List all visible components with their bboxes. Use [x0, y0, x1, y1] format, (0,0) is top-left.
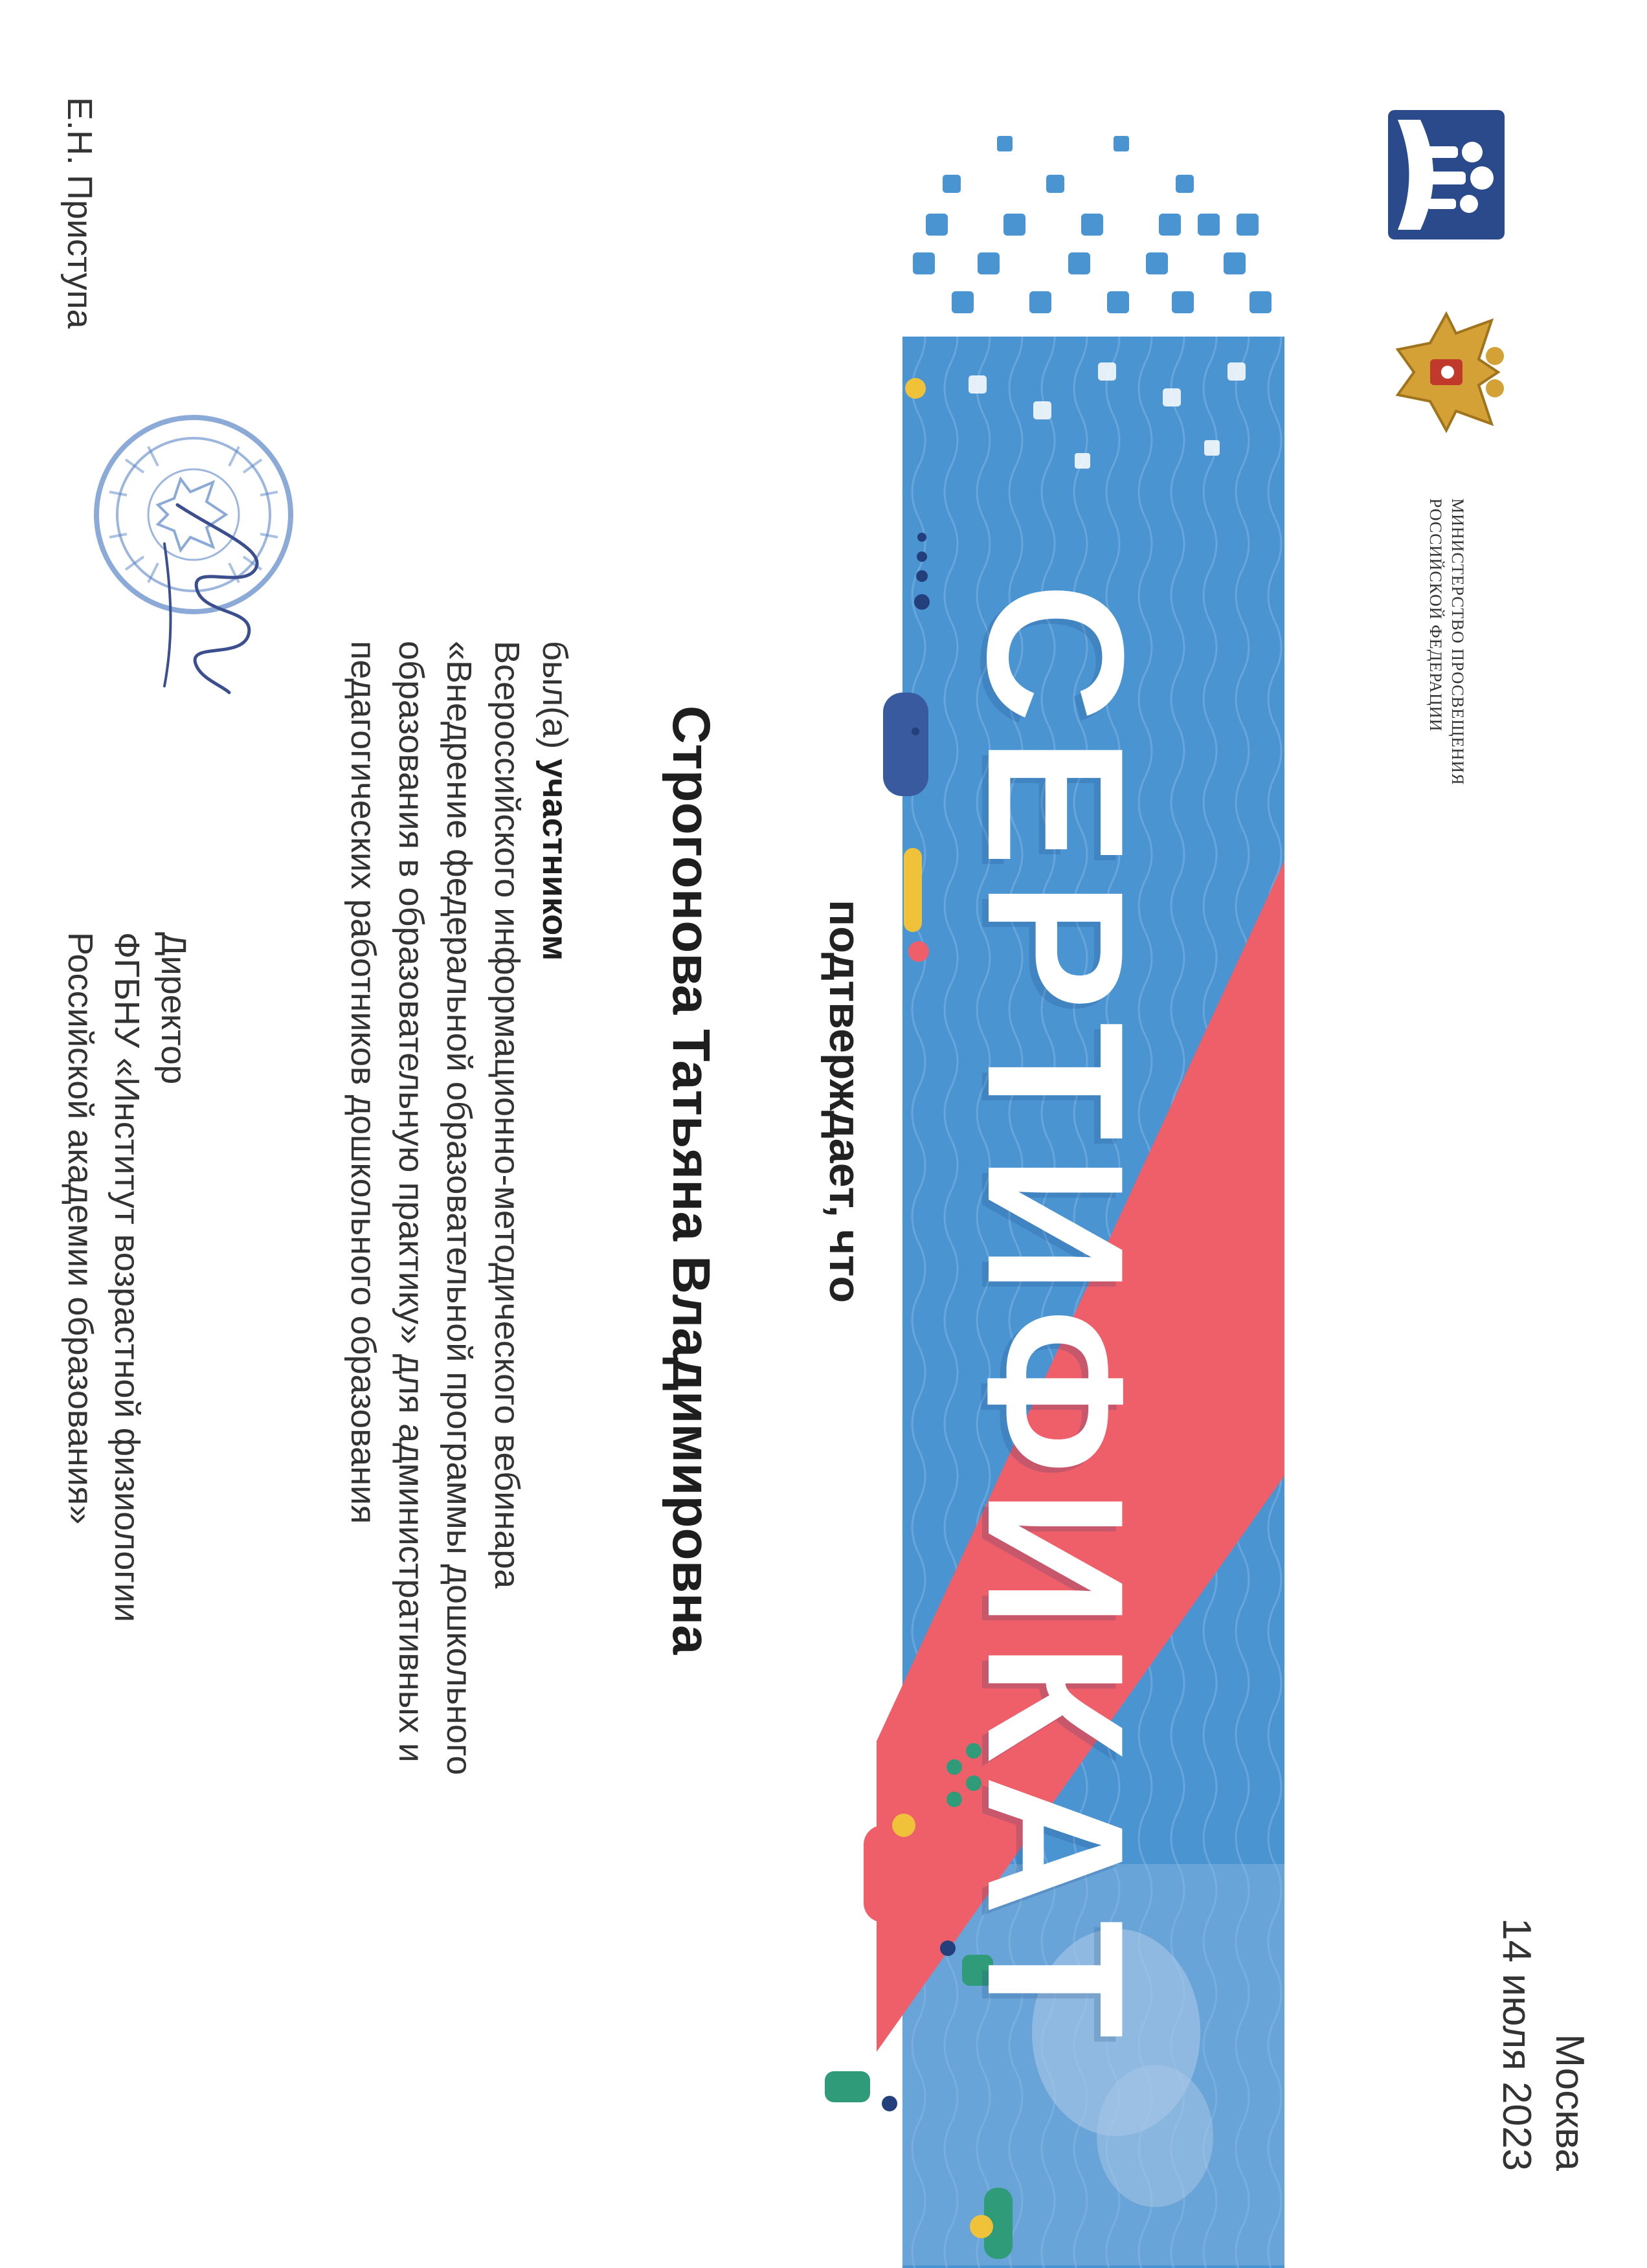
logos [1375, 104, 1518, 785]
pixel-squares [913, 136, 1272, 313]
confirms-text: подтверждает, что [820, 900, 869, 1304]
blue-pill [883, 693, 928, 796]
signer-org-line-1: ФГБНУ «Институт возрастной физиологии [107, 932, 146, 1623]
signature [139, 492, 294, 699]
date: 14 июля 2023 [1494, 1918, 1539, 2171]
double-headed-eagle-icon [1375, 304, 1518, 440]
signer-name: Е.Н. Приступа [60, 97, 99, 329]
body-line-3: «Внедрение федеральной образовательной программы дошкольного [440, 641, 478, 1775]
body-role: участником [535, 759, 574, 961]
signer-block [57, 932, 197, 1622]
certificate-body [339, 641, 579, 1935]
institute-book-people-icon [1375, 104, 1518, 246]
certificate-title: СЕРТИФИКАТ [947, 583, 1165, 2053]
ministry-line-2: РОССИЙСКОЙ ФЕДЕРАЦИИ [1426, 498, 1445, 732]
body-line-5: педагогических работников дошкольного образования [344, 641, 383, 1524]
body-line-1 [531, 641, 579, 1935]
body-prefix: был(а) [535, 641, 574, 759]
body-line-2: Всероссийского информационно-методического вебинара [487, 641, 526, 1589]
place: Москва [1547, 2034, 1592, 2171]
signer-position: Директор [154, 932, 193, 1085]
recipient-name: Строгонова Татьяна Владимировна [662, 706, 721, 1655]
ministry-line-1: МИНИСТЕРСТВО ПРОСВЕЩЕНИЯ [1448, 498, 1467, 786]
signer-org-line-2: Российской академии образования» [61, 932, 100, 1525]
body-line-4: образования в образовательную практику» для административных и [392, 641, 431, 1762]
ministry-name [1424, 498, 1468, 785]
